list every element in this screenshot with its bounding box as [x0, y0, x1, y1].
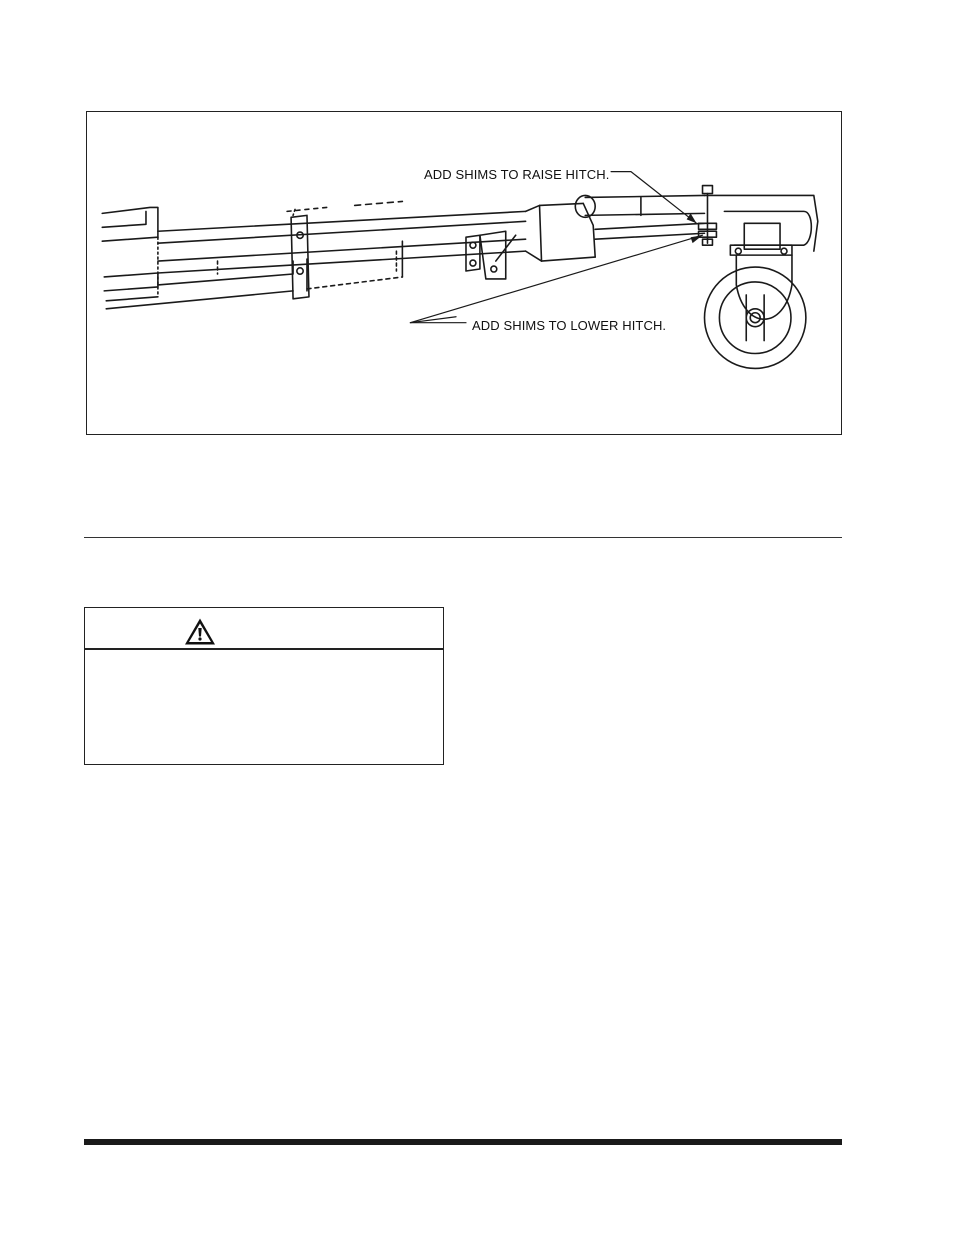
warning-body: [85, 652, 443, 764]
hitch-shim-figure: [86, 111, 842, 435]
section-divider: [84, 537, 842, 538]
callout-raise-hitch: ADD SHIMS TO RAISE HITCH.: [424, 167, 610, 182]
warning-triangle-icon: [184, 617, 216, 646]
hitch-offset-tube: [526, 195, 705, 261]
tongue-tubes: [106, 201, 525, 308]
frame-end-bracket: [102, 207, 158, 300]
callout-lower-hitch: ADD SHIMS TO LOWER HITCH.: [472, 318, 667, 333]
swivel-caster: [705, 195, 818, 368]
hitch-drawing: [87, 112, 841, 434]
footer-rule: [84, 1139, 842, 1145]
warning-box: [84, 607, 444, 765]
warning-header: [85, 608, 443, 650]
callout-leaders: [410, 172, 702, 323]
